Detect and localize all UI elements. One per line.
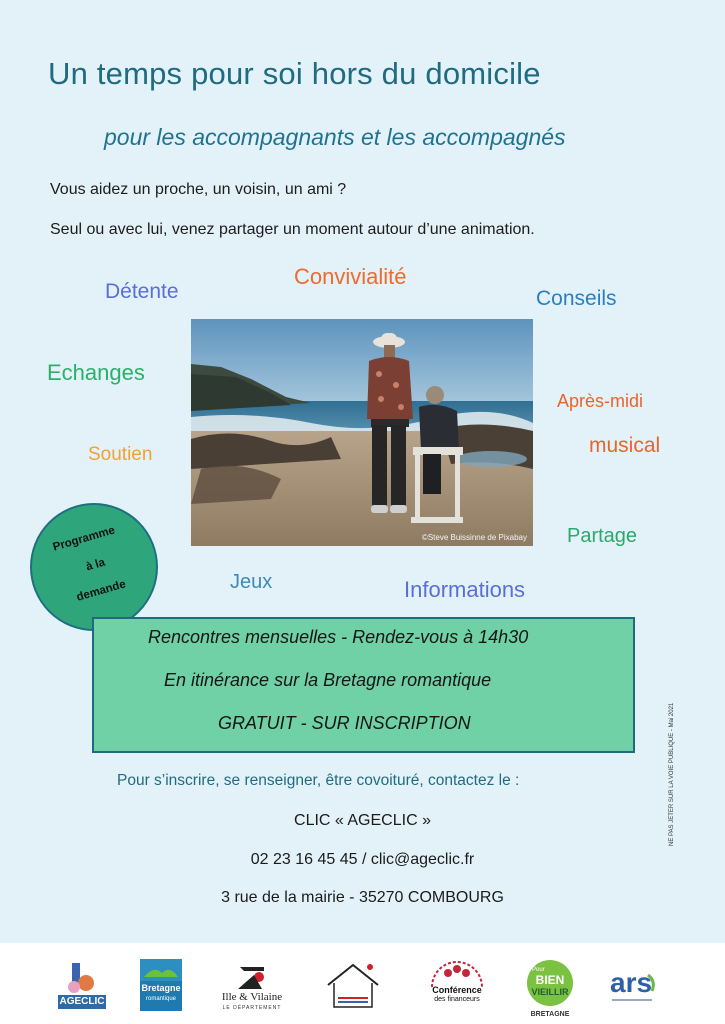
beach-scene-illustration — [191, 319, 533, 546]
keyword-musical: musical — [589, 434, 661, 457]
bien-vieillir-region: BRETAGNE — [530, 1011, 570, 1018]
keyword-echanges: Echanges — [47, 360, 145, 385]
bien-vieillir-logo — [522, 957, 578, 1021]
maison-logo — [324, 959, 382, 1013]
ars-logo — [608, 967, 662, 1007]
keyword-soutien: Soutien — [88, 444, 153, 465]
badge-line-1: Programme — [51, 524, 117, 554]
bretagne-logo-text: Bretagne — [141, 983, 181, 993]
info-monthly-meetings: Rencontres mensuelles - Rendez-vous à 14h30 — [148, 627, 529, 647]
info-itinerant: En itinérance sur la Bretagne romantique — [164, 670, 492, 690]
ille-vilaine-mark-icon — [214, 963, 290, 993]
contact-organisation: CLIC « AGECLIC » — [294, 812, 431, 829]
conference-logo-subtext: des financeurs — [434, 996, 480, 1003]
badge-line-2: à la — [84, 556, 107, 574]
legal-side-note: NE PAS JETER SUR LA VOIE PUBLIQUE - Mai 2021 — [669, 702, 675, 846]
bien-vieillir-bien: BIEN — [535, 973, 565, 987]
keyword-apres-midi: Après-midi — [557, 391, 644, 411]
keyword-partage: Partage — [567, 525, 638, 547]
bien-vieillir-vieillir: VIEILLIR — [531, 987, 569, 997]
ille-vilaine-logo — [214, 963, 290, 1015]
bretagne-romantique-logo — [140, 959, 182, 1011]
meeting-info-box — [92, 617, 635, 753]
intro-invitation: Seul ou avec lui, venez partager un moment autour d’une animation. — [50, 221, 535, 238]
page-subtitle: pour les accompagnants et les accompagnés — [104, 124, 566, 150]
partner-logos-footer — [0, 943, 725, 1024]
ars-swoosh-icon — [608, 967, 662, 1007]
beach-photo — [191, 319, 533, 546]
ille-vilaine-logo-text: Ille & Vilaine — [221, 991, 283, 1003]
info-free-registration: GRATUIT - SUR INSCRIPTION — [218, 713, 471, 733]
contact-phone-email[interactable]: 02 23 16 45 45 / clic@ageclic.fr — [250, 851, 475, 868]
keyword-jeux: Jeux — [230, 571, 273, 593]
intro-question: Vous aidez un proche, un voisin, un ami ? — [50, 181, 347, 198]
ars-logo-text: ars — [610, 967, 653, 998]
keyword-convivialite: Convivialité — [294, 264, 407, 289]
photo-credit: ©Steve Buissinne de Pixabay — [421, 533, 527, 542]
ille-vilaine-logo-subtext: LE DÉPARTEMENT — [222, 1005, 282, 1011]
contact-address: 3 rue de la mairie - 35270 COMBOURG — [221, 889, 504, 906]
conference-logo-text: Conférence — [432, 985, 482, 995]
programme-badge — [30, 503, 158, 631]
contact-intro: Pour s’inscrire, se renseigner, être covoituré, contactez le : — [117, 772, 520, 789]
keyword-informations: Informations — [404, 577, 526, 602]
conference-financeurs-logo — [426, 959, 488, 1015]
keyword-detente: Détente — [105, 280, 179, 303]
ageclic-logo — [54, 961, 110, 1011]
bretagne-logo-subtext: romantique — [145, 996, 177, 1002]
ageclic-logo-text: AGECLIC — [59, 996, 105, 1007]
house-icon — [324, 959, 382, 1013]
keyword-conseils: Conseils — [536, 287, 617, 310]
badge-line-3: demande — [75, 578, 128, 604]
bien-vieillir-pour: Pour — [532, 967, 545, 973]
page-title: Un temps pour soi hors du domicile — [48, 56, 541, 91]
